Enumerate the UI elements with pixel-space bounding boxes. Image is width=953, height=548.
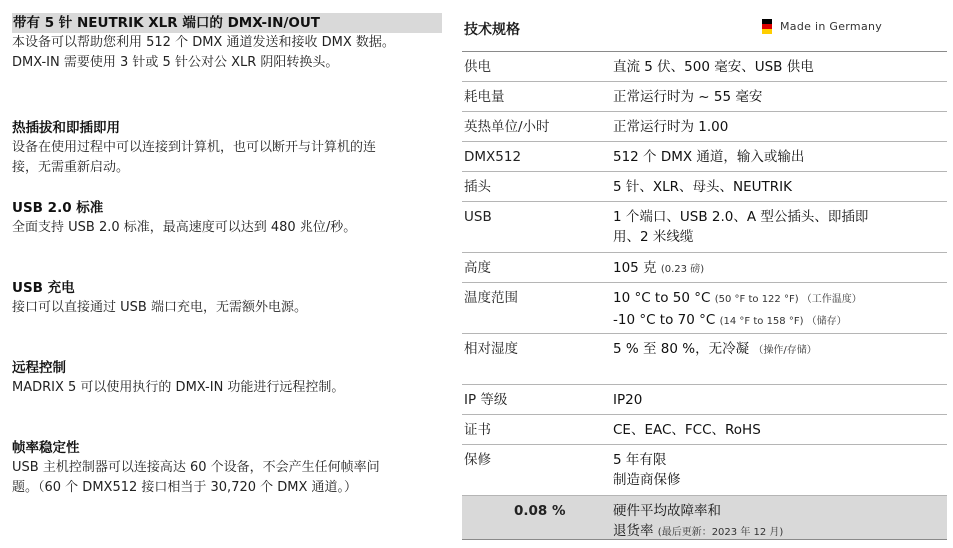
spec-value: 512 个 DMX 通道，输入或输出 <box>613 149 805 165</box>
spec-label: 英热单位/小时 <box>464 119 550 135</box>
spec-label: IP 等级 <box>464 392 508 408</box>
feature-description: 全面支持 USB 2.0 标准，最高速度可以达到 480 兆位/秒。 <box>12 220 357 235</box>
failure-rate-value: 0.08 % <box>514 503 566 519</box>
spec-row-consumption <box>462 82 947 112</box>
spec-row-usb <box>462 202 947 253</box>
spec-value: 5 年有限 制造商保修 <box>613 452 681 488</box>
spec-row-humidity <box>462 334 947 385</box>
feature-description: 本设备可以帮助您利用 512 个 DMX 通道发送和接收 DMX 数据。 DMX-IN 需要使用 3 针或 5 针公对公 XLR 阴阳转换头。 <box>12 35 395 70</box>
spec-label: 保修 <box>464 452 491 468</box>
feature-hot-plug <box>12 118 442 178</box>
spec-label: 耗电量 <box>464 89 505 105</box>
specs-table <box>462 13 947 540</box>
spec-row-dmx512 <box>462 142 947 172</box>
spec-value: 105 克 (0.23 磅) <box>613 260 705 276</box>
feature-title: 热插拔和即插即用 <box>12 120 120 136</box>
spec-row-ip-rating <box>462 385 947 415</box>
feature-remote-control <box>12 358 442 398</box>
feature-title: 带有 5 针 NEUTRIK XLR 端口的 DMX-IN/OUT <box>12 13 442 33</box>
german-flag-icon <box>762 19 772 34</box>
spec-label: USB <box>464 209 492 225</box>
spec-value: 5 针、XLR、母头、NEUTRIK <box>613 179 793 195</box>
spec-value: CE、EAC、FCC、RoHS <box>613 422 761 438</box>
spec-label: 温度范围 <box>464 290 518 306</box>
feature-description: MADRIX 5 可以使用执行的 DMX-IN 功能进行远程控制。 <box>12 380 345 395</box>
feature-frame-rate <box>12 438 442 498</box>
feature-title: USB 充电 <box>12 280 75 296</box>
spec-value: IP20 <box>613 392 643 408</box>
feature-title: USB 2.0 标准 <box>12 200 104 216</box>
spec-label: 相对湿度 <box>464 341 518 357</box>
spec-value: 直流 5 伏、500 毫安、USB 供电 <box>613 59 814 75</box>
spec-value: 正常运行时为 1.00 <box>613 119 729 135</box>
feature-description: 接口可以直接通过 USB 端口充电，无需额外电源。 <box>12 300 307 315</box>
feature-usb-charging <box>12 278 442 318</box>
feature-title: 帧率稳定性 <box>12 440 80 456</box>
spec-row-failure-rate <box>462 496 947 540</box>
spec-row-power <box>462 52 947 82</box>
spec-row-warranty <box>462 445 947 496</box>
spec-label: 高度 <box>464 260 491 276</box>
spec-label: 供电 <box>464 59 491 75</box>
spec-row-weight <box>462 253 947 283</box>
specs-title: 技术规格 <box>464 22 520 38</box>
spec-label: DMX512 <box>464 149 522 165</box>
spec-value: 正常运行时为 ~ 55 毫安 <box>613 89 763 105</box>
feature-dmx-in-out <box>12 13 442 73</box>
feature-usb-standard <box>12 198 442 238</box>
spec-label: 插头 <box>464 179 491 195</box>
spec-value: 5 % 至 80 %，无冷凝 （操作/存储） <box>613 341 817 357</box>
spec-row-connector <box>462 172 947 202</box>
feature-title: 远程控制 <box>12 360 66 376</box>
spec-value: 10 °C to 50 °C (50 °F to 122 °F) （工作温度） -10 °C to 70 °C (14 °F to 158 °F) （储存） <box>613 290 862 328</box>
spec-row-certificates <box>462 415 947 445</box>
feature-description: 设备在使用过程中可以连接到计算机，也可以断开与计算机的连 接，无需重新启动。 <box>12 140 377 175</box>
specs-header <box>462 13 947 52</box>
spec-label: 证书 <box>464 422 491 438</box>
feature-description: USB 主机控制器可以连接高达 60 个设备，不会产生任何帧率问 题。（60 个 DMX512 接口相当于 30,720 个 DMX 通道。） <box>12 460 380 495</box>
made-in-germany <box>762 19 882 34</box>
spec-row-temperature <box>462 283 947 334</box>
spec-value: 1 个端口、USB 2.0、A 型公插头、即插即 用、2 米线缆 <box>613 209 869 245</box>
spec-value: 硬件平均故障率和 退货率 (最后更新：2023 年 12 月) <box>613 503 784 539</box>
made-in-text: Made in Germany <box>780 20 883 33</box>
spec-row-btu <box>462 112 947 142</box>
